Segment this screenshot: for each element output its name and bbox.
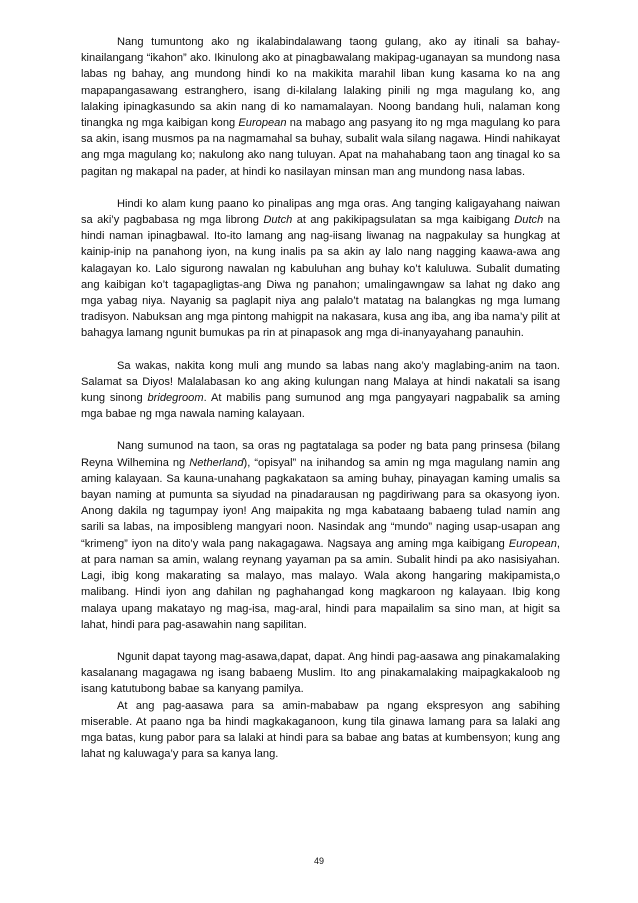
paragraph-text: Sa wakas, nakita kong muli ang mundo sa labas nang ako’y maglabing-anim na taon. Salamat sa Diyos! Malalabasan ko ang aking kulungan nang Malaya at hindi nakatali sa isang kung sinong (81, 359, 560, 405)
italic-term: Dutch (263, 214, 293, 227)
paragraph-4 (81, 438, 560, 632)
paragraph-3 (81, 358, 560, 423)
paragraph-text: Ngunit dapat tayong mag-asawa,dapat, dapat. Ang hindi pag-aasawa ang pinakamalaking kasalanang magagawa ng isang babaeng Muslim. Ito ang pinakamalaking maipagkakaloob ng isang katutubong babae sa kanyang pamilya. (81, 650, 560, 696)
page-number: 49 (313, 856, 324, 866)
paragraph-5 (81, 649, 560, 698)
italic-term: bridegroom (147, 392, 204, 405)
paragraph-1 (81, 34, 560, 180)
paragraph-text: Hindi ko alam kung paano ko pinalipas ang mga oras. Ang tanging kaligayahang naiwan sa aki’y pagbabasa ng mga librong (81, 197, 560, 227)
paragraph-text: At ang pag-aasawa para sa amin-mababaw pa ngang ekspresyon ang sabihing miserable. At paano nga ba hindi magkakaganoon, kung tila ginawa lamang para sa lalaki ang mga batas, kung pabor para sa lalaki at hindi para sa babae ang batas at kumbensyon; kung ang lahat ng kaluwaga’y para sa kanya lang. (81, 699, 560, 761)
italic-term: Netherland (189, 456, 244, 469)
document-page (81, 34, 560, 778)
paragraph-text: na mabago ang pasyang ito ng mga magulang ko para sa akin, isang musmos pa na nagmamahal sa buhay, subalit wala silang nagawa. Hindi nahikayat ang mga magulang ko; nakulong ako nang tuluyan. Apat na mahahabang taon ang tinagal ko sa pagitan ng makapal na pader, at hindi ko nasilayan minsan man ang mundong nasa labas. (81, 117, 560, 178)
paragraph-text: ), “opisyal” na inihandog sa amin ng mga magulang namin ang aming kalayaan. Sa kauna-unahang pagkakataon sa aming buhay, pinayagan kaming umalis sa bayan naming at pumunta sa siyudad na pinadarausan ng pagdiriwang para sa okasyong iyon. Anong dakila ng tagumpay iyon! Ang maipakita ng mga kabataang babaeng tulad namin ang sarili sa labas, na imposibleng mangyari noon. Nasindak ang “mundo” naging usap-usapan ang “krimeng” iyon na dito’y wala pang nakagagawa. Nagsaya ang aming mga kaibigang (81, 456, 560, 550)
italic-term: Dutch (514, 214, 544, 227)
paragraph-text: Nang tumuntong ako ng ikalabindalawang taong gulang, ako ay itinali sa bahay-kinailangang “ikahon” ako. Ikinulong ako at pinagbawalang makipag-uganayan sa mundong nasa labas ng bahay, ang mundong hindi ko na makikita marahil liban kung kasama ko na ang mapapangasawang estranghero, isang di-kilalang lalaking pinili ng mga magulang ko, ang lalaking ipinagkasundo sa akin nang di ko namamalayan. Noong bandang huli, nalaman kong tinangka ng mga kaibigan kong (81, 36, 560, 130)
paragraph-6 (81, 698, 560, 763)
paragraph-text: Nang sumunod na taon, sa oras ng pagtatalaga sa poder ng bata pang prinsesa (bilang Reyna Wilhemina ng (81, 440, 560, 469)
paragraph-2 (81, 196, 560, 342)
italic-term: European (238, 117, 287, 130)
paragraph-text: na hindi naman ipinagbawal. Ito-ito lamang ang nag-iisang liwanag na nagpakulay sa hungkag at kainip-inip na panahong iyon, na kung inalis pa sa akin ay lalo nang nagging kaawa-awa ang kalagayan ko. Lalo sigurong nawalan ng kabuluhan ang buhay ko’t kaluluwa. Subalit dumating ang kaibigan ko’t tagapagligtas-ang Diwa ng panahon; umalingawngaw sa lahat ng dako ang mga yabag niya. Nayanig sa paglapit niya ang palalo’t matatag na balangkas ng mga lumang tradisyon. Nabuksan ang mga pintong mahigpit na nakasara, kusa ang iba, ang iba nama’y pilit at bahagya lamang ngunit bumukas pa rin at pinapasok ang mga di-inanyayahang panauhin. (81, 214, 560, 340)
paragraph-text: , at para naman sa amin, walang reynang yayaman pa sa amin. Subalit hindi pa ako nasisiyahan. Lagi, ibig kong makarating sa malayo, mas malayo. Wala akong hangaring makipamista,o malibang. Hindi iyon ang dahilan ng paghahangad kong magkaroon ng kalayaan. Ibig kong malaya upang makatayo ng mag-isa, mag-aral, hindi para mapailalim sa sino man, at higit sa lahat, hindi para pag-asawahin nang sapilitan. (81, 537, 560, 631)
italic-term: European (508, 537, 557, 550)
paragraph-text: . At mabilis pang sumunod ang mga pangyayari nagpabalik sa aming mga babae ng mga nawala naming kalayaan. (81, 392, 560, 421)
paragraph-text: at ang pakikipagsulatan sa mga kaibigang (292, 214, 515, 227)
